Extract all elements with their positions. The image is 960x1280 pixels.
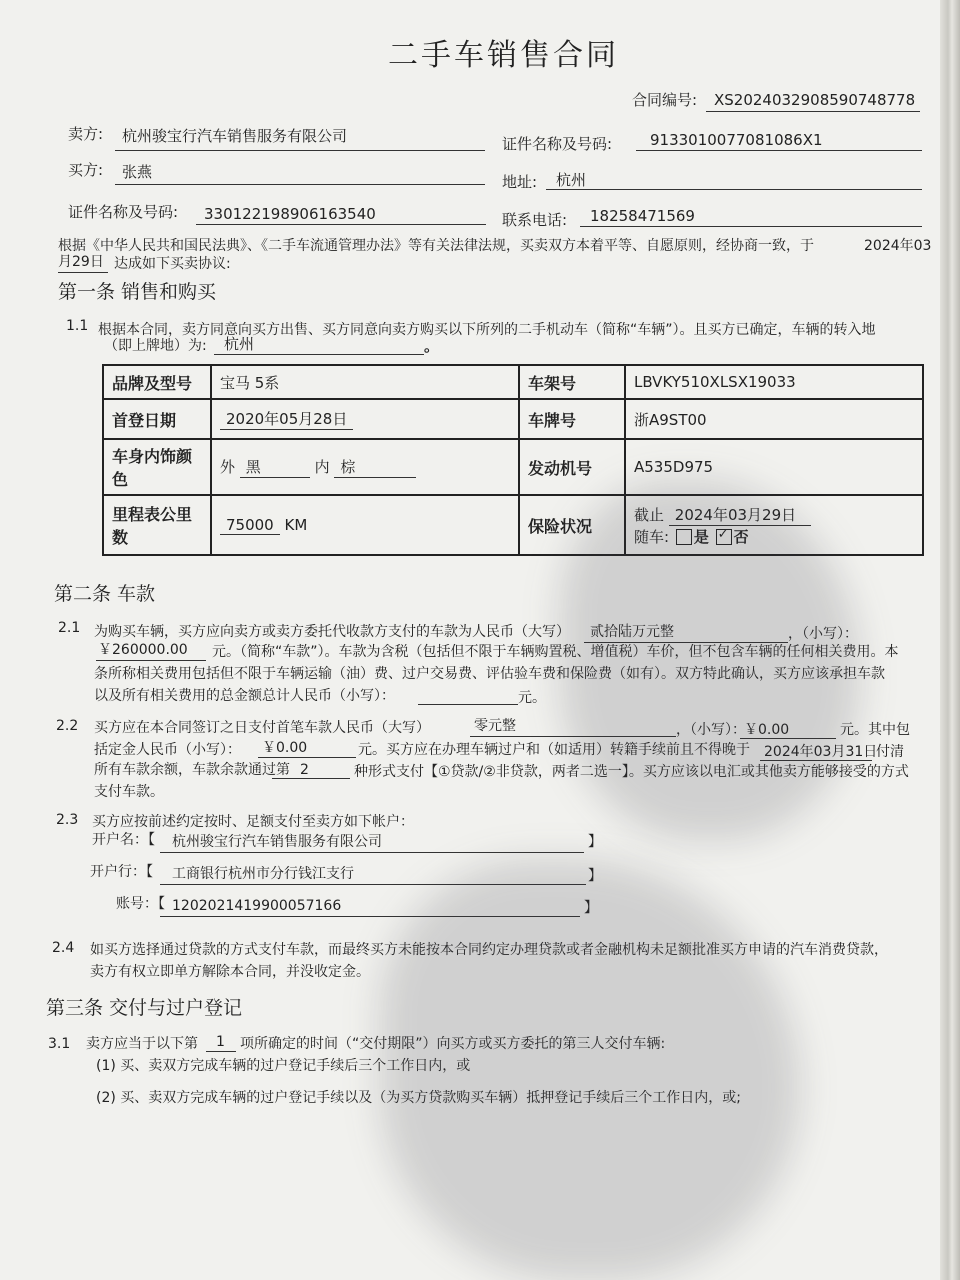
mileage-value: 75000 (220, 516, 280, 535)
seller-value: 杭州骏宝行汽车销售服务有限公司 (122, 127, 348, 145)
clause-2-1-line4b: 元。 (518, 690, 546, 706)
contract-no-label: 合同编号: (632, 91, 698, 109)
balance-due-date-underline (760, 760, 872, 761)
account-name-value: 杭州骏宝行汽车销售服务有限公司 (172, 834, 382, 850)
buyer-cert-underline (196, 224, 486, 225)
price-cn: 贰拾陆万元整 (590, 624, 674, 640)
brand-value: 宝马 5系 (211, 365, 519, 399)
account-name-close: 】 (588, 834, 602, 850)
reg-date-cell (211, 399, 519, 439)
transfer-city-underline (214, 354, 424, 355)
insurance-label: 保险状况 (519, 495, 625, 555)
insurance-no-label: 否 (733, 527, 749, 546)
account-no-close: 】 (584, 900, 598, 916)
clause-3-1-line1a: 卖方应当于以下第 (86, 1036, 198, 1052)
clause-2-2-line2c: 付清 (876, 744, 904, 760)
exterior-value: 黑 (240, 456, 310, 478)
down-payment-value: ￥0.00 (744, 722, 790, 738)
vin-label: 车架号 (519, 365, 625, 399)
clause-2-2-line2a: 括定金人民币（小写）： (94, 742, 241, 758)
clause-2-1-num: 2.1 (58, 620, 81, 636)
clause-2-4-line2: 卖方有权立即单方解除本合同，并没收定金。 (90, 964, 370, 980)
clause-1-1-line2: （即上牌地）为: (104, 338, 207, 354)
account-bank-underline (160, 884, 586, 885)
clause-1-1-line1: 根据本合同，卖方同意向买方出售、买方同意向卖方购买以下所列的二手机动车（简称“车辆”）。且买方已确定，车辆的转入地 (98, 322, 876, 338)
down-payment-underline (740, 738, 836, 739)
mileage-cell (211, 495, 519, 555)
insurance-yes-checkbox[interactable] (676, 529, 692, 545)
plate-label: 车牌号 (519, 399, 625, 439)
deposit-value: ￥0.00 (262, 740, 308, 756)
buyer-phone-label: 联系电话: (502, 211, 568, 229)
buyer-phone-value: 18258471569 (590, 207, 695, 225)
clause-2-3-num: 2.3 (56, 812, 79, 828)
clause-2-2-line4: 支付车款。 (94, 784, 164, 800)
delivery-option-no: 1 (216, 1034, 225, 1050)
mileage-label: 里程表公里数 (103, 495, 211, 555)
insurance-until-value: 2024年03月29日 (669, 504, 811, 526)
document-title: 二手车销售合同 (388, 38, 619, 73)
price-value: ￥260000.00 (98, 642, 188, 658)
seller-cert-label: 证件名称及号码: (502, 135, 613, 153)
insurance-cell (625, 495, 923, 555)
clause-2-1-line1a: 为购买车辆，买方应向卖方或卖方委托代收款方支付的车款为人民币（大写） (94, 624, 570, 640)
insurance-follow-label: 随车: (634, 527, 670, 546)
seller-label: 卖方: (68, 125, 104, 143)
buyer-address-label: 地址: (502, 173, 538, 191)
reg-date-value: 2020年05月28日 (220, 408, 353, 430)
clause-3-1-num: 3.1 (48, 1036, 71, 1052)
vehicle-info-table (102, 364, 924, 556)
interior-value: 棕 (334, 456, 416, 478)
delivery-option-2: (2) 买、卖双方完成车辆的过户登记手续以及（为买方贷款购买车辆）抵押登记手续后三个工作日内，或; (96, 1090, 741, 1106)
clause-2-2-line3b: 种形式支付【①贷款/②非贷款，两者二选一】。买方应该以电汇或其他卖方能够接受的方式 (354, 764, 909, 780)
account-no-underline (160, 916, 580, 917)
transfer-city: 杭州 (224, 335, 255, 353)
down-payment-cn-underline (470, 736, 676, 737)
balance-due-date: 2024年03月31日 (764, 744, 878, 760)
account-name-underline (160, 852, 584, 853)
account-no-label: 账号：【 (116, 896, 165, 912)
buyer-cert-value: 330122198906163540 (204, 205, 376, 223)
insurance-yes-label: 是 (693, 527, 709, 546)
buyer-label: 买方: (68, 161, 104, 179)
color-label: 车身内饰颜色 (103, 439, 211, 495)
clause-2-2-line1c: 元。其中包 (840, 722, 910, 738)
transfer-city-dot: 。 (424, 337, 440, 355)
clause-2-2-line3a: 所有车款余额，车款余款通过第 (94, 762, 290, 778)
total-amount-blank (418, 704, 518, 705)
buyer-cert-label: 证件名称及号码: (68, 203, 179, 221)
engine-label: 发动机号 (519, 439, 625, 495)
seller-underline (115, 150, 485, 151)
clause-1-1-num: 1.1 (66, 318, 89, 334)
clause-2-2-num: 2.2 (56, 718, 79, 734)
contract-no-value: XS2024032908590748778 (714, 91, 916, 109)
article2-heading: 第二条 车款 (54, 583, 156, 605)
insurance-no-checkbox[interactable] (716, 529, 732, 545)
buyer-address-underline (546, 189, 922, 190)
clause-2-2-line2b: 元。买方应在办理车辆过户和（如适用）转籍手续前且不得晚于 (358, 742, 750, 758)
seller-cert-underline (636, 150, 922, 151)
clause-2-1-line4a: 以及所有相关费用的总金额总计人民币（小写）： (94, 688, 395, 704)
clause-2-2-line1a: 买方应在本合同签订之日支付首笔车款人民币（大写） (94, 720, 430, 736)
deposit-underline (258, 757, 356, 758)
clause-2-3-line1: 买方应按前述约定按时、足额支付至卖方如下帐户： (92, 814, 414, 830)
contract-no-underline (706, 111, 920, 112)
down-payment-cn: 零元整 (474, 718, 516, 734)
brand-label: 品牌及型号 (103, 365, 211, 399)
preamble-date-a: 2024年03 (864, 238, 932, 254)
account-bank-value: 工商银行杭州市分行钱江支行 (172, 866, 354, 882)
mileage-unit: KM (284, 515, 308, 534)
exterior-label: 外 (220, 458, 236, 476)
account-name-label: 开户名：【 (92, 832, 155, 848)
engine-value: A535D975 (625, 439, 923, 495)
clause-2-4-line1: 如买方选择通过贷款的方式支付车款，而最终买方未能按本合同约定办理贷款或者金融机构未足额批准买方申请的汽车消费贷款， (90, 942, 888, 958)
seller-cert-value: 9133010077081086X1 (650, 131, 823, 149)
clause-2-4-num: 2.4 (52, 940, 75, 956)
account-no-value: 1202021419900057166 (172, 898, 342, 914)
color-cell (211, 439, 519, 495)
clause-2-2-line1b: ，（小写）： (676, 722, 746, 738)
interior-label: 内 (314, 458, 330, 476)
buyer-address-value: 杭州 (556, 171, 587, 189)
reg-date-label: 首登日期 (103, 399, 211, 439)
preamble-line2: 达成如下买卖协议: (114, 256, 231, 272)
plate-value: 浙A9ST00 (625, 399, 923, 439)
preamble-line1: 根据《中华人民共和国民法典》、《二手车流通管理办法》等有关法律法规，买卖双方本着平等、自愿原则，经协商一致，于 (58, 238, 814, 254)
stacked-pages-edge (940, 0, 960, 1280)
preamble-date-b: 月29日 (58, 254, 104, 270)
clause-2-1-line1b: ，（小写）： (788, 626, 858, 642)
clause-3-1-line1b: 项所确定的时间（“交付期限”）向买方或买方委托的第三人交付车辆: (240, 1036, 666, 1052)
article3-heading: 第三条 交付与过户登记 (46, 997, 243, 1019)
delivery-option-underline (206, 1051, 236, 1052)
buyer-phone-underline (580, 226, 922, 227)
price-underline (96, 660, 206, 661)
vin-value: LBVKY510XLSX19033 (625, 365, 923, 399)
clause-2-1-line3: 条所称相关费用包括但不限于车辆运输（油）费、过户交易费、评估验车费和保险费（如有）。双方特此确认，买方应该承担车款 (94, 666, 885, 682)
account-bank-close: 】 (588, 868, 602, 884)
account-bank-label: 开户行：【 (90, 864, 153, 880)
buyer-value: 张燕 (122, 163, 153, 181)
article1-heading: 第一条 销售和购买 (58, 281, 217, 303)
preamble-date-underline (58, 272, 108, 273)
payment-method: 2 (300, 762, 309, 778)
buyer-underline (115, 184, 485, 185)
payment-method-underline (272, 778, 350, 779)
insurance-until-label: 截止 (634, 505, 665, 524)
clause-2-1-line2: 元。（简称“车款”）。车款为含税（包括但不限于车辆购置税、增值税）车价，但不包含车辆的任何相关费用。本 (212, 644, 899, 660)
delivery-option-1: (1) 买、卖双方完成车辆的过户登记手续后三个工作日内，或 (96, 1058, 471, 1074)
